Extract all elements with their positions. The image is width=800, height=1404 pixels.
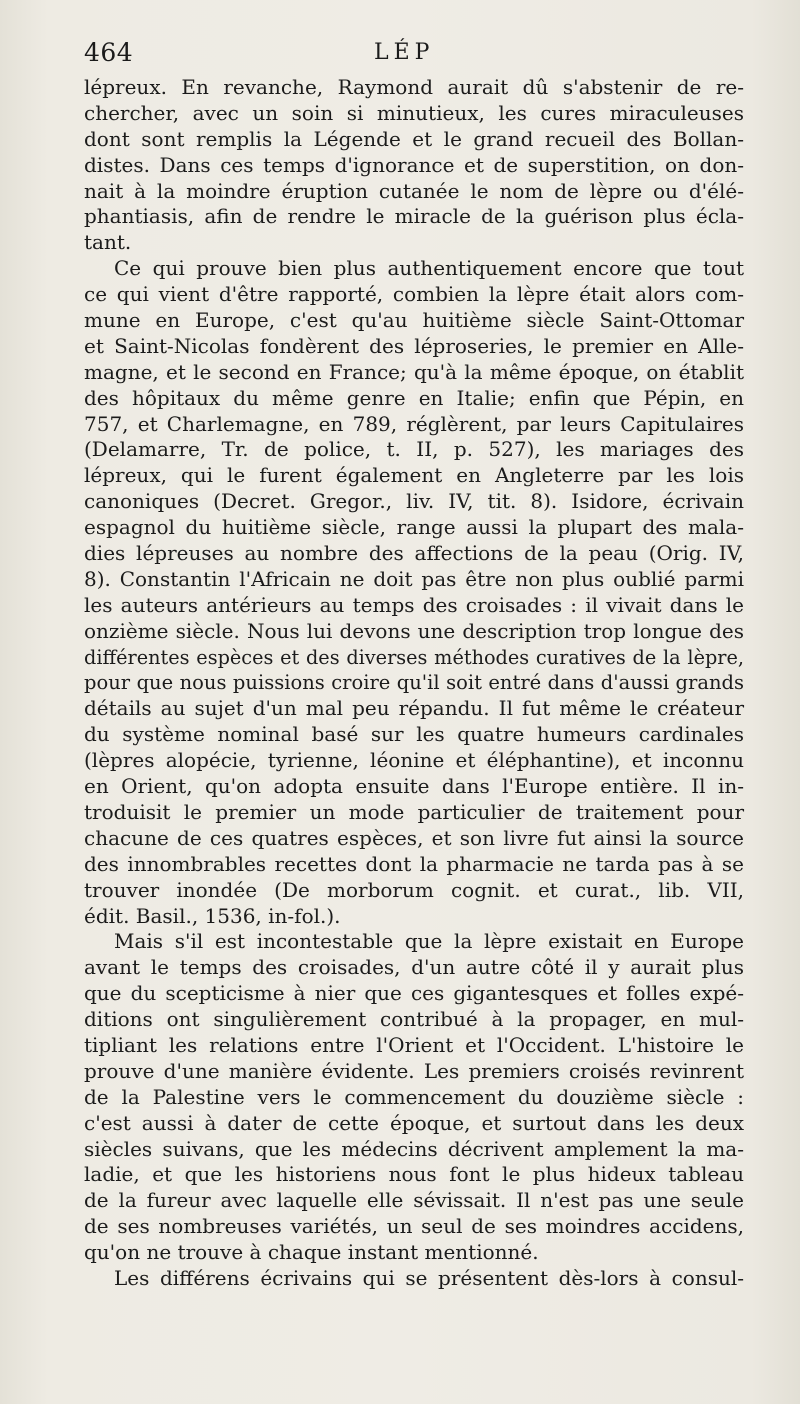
text-line: espagnol du huitième siècle, range aussi la plupart des mala- <box>84 515 744 540</box>
text-line: que du scepticisme à nier que ces gigantesques et folles expé- <box>84 981 744 1006</box>
text-line: et Saint-Nicolas fondèrent des léproseries, le premier en Alle- <box>84 333 744 358</box>
text-line: du système nominal basé sur les quatre humeurs cardinales <box>84 722 744 747</box>
text-line: lépreux, qui le furent également en Angleterre par les lois <box>84 463 744 488</box>
text-line: avant le temps des croisades, d'un autre côté il y aurait plus <box>84 955 744 980</box>
text-line: distes. Dans ces temps d'ignorance et de superstition, on don- <box>84 152 744 177</box>
text-line: (Delamarre, Tr. de police, t. II, p. 527), les mariages des <box>84 437 744 462</box>
text-line: troduisit le premier un mode particulier de traitement pour <box>84 799 744 824</box>
text-line: détails au sujet d'un mal peu répandu. Il fut même le créateur <box>84 696 744 721</box>
text-line: siècles suivans, que les médecins décrivent amplement la ma- <box>84 1136 744 1161</box>
body-text <box>84 75 744 1292</box>
text-line: c'est aussi à dater de cette époque, et surtout dans les deux <box>84 1110 744 1135</box>
text-line: onzième siècle. Nous lui devons une description trop longue des <box>84 618 744 643</box>
text-line: tant. <box>84 230 132 255</box>
text-line: tipliant les relations entre l'Orient et l'Occident. L'histoire le <box>84 1032 744 1057</box>
text-line: (lèpres alopécie, tyrienne, léonine et éléphantine), et inconnu <box>84 748 744 773</box>
text-line: ce qui vient d'être rapporté, combien la lèpre était alors com- <box>84 282 744 307</box>
text-line: magne, et le second en France; qu'à la même époque, on établit <box>84 359 744 384</box>
text-line: de la fureur avec laquelle elle sévissait. Il n'est pas une seule <box>84 1188 744 1213</box>
text-line: de la Palestine vers le commencement du douzième siècle : <box>84 1084 744 1109</box>
page-number: 464 <box>84 38 134 67</box>
text-line: Ce qui prouve bien plus authentiquement encore que tout <box>114 256 744 281</box>
text-line: 8). Constantin l'Africain ne doit pas être non plus oublié parmi <box>84 566 744 591</box>
text-line: prouve d'une manière évidente. Les premiers croisés revinrent <box>84 1058 744 1083</box>
text-line: phantiasis, afin de rendre le miracle de la guérison plus écla- <box>84 204 744 229</box>
text-line: dies lépreuses au nombre des affections de la peau (Orig. IV, <box>84 541 744 566</box>
text-line: dont sont remplis la Légende et le grand recueil des Bollan- <box>84 126 744 151</box>
page-header <box>84 38 744 72</box>
text-line: ladie, et que les historiens nous font le plus hideux tableau <box>84 1162 744 1187</box>
text-line: mune en Europe, c'est qu'au huitième siècle Saint-Ottomar <box>84 308 744 333</box>
text-line: Mais s'il est incontestable que la lèpre existait en Europe <box>114 929 744 954</box>
text-line: des innombrables recettes dont la pharmacie ne tarda pas à se <box>84 851 744 876</box>
text-line: trouver inondée (De morborum cognit. et curat., lib. VII, <box>84 877 744 902</box>
text-line: les auteurs antérieurs au temps des croisades : il vivait dans le <box>84 592 744 617</box>
text-line: qu'on ne trouve à chaque instant mentionné. <box>84 1240 539 1265</box>
text-line: ditions ont singulièrement contribué à la propager, en mul- <box>84 1007 744 1032</box>
text-line: canoniques (Decret. Gregor., liv. IV, tit. 8). Isidore, écrivain <box>84 489 744 514</box>
text-line: chacune de ces quatres espèces, et son livre fut ainsi la source <box>84 825 744 850</box>
text-line: des hôpitaux du même genre en Italie; enfin que Pépin, en <box>84 385 744 410</box>
running-head: LÉP <box>374 40 435 65</box>
text-line: de ses nombreuses variétés, un seul de ses moindres accidens, <box>84 1214 744 1239</box>
text-line: Les différens écrivains qui se présentent dès-lors à consul- <box>114 1265 744 1290</box>
text-line: différentes espèces et des diverses méthodes curatives de la lèpre, <box>84 645 744 669</box>
text-line: en Orient, qu'on adopta ensuite dans l'Europe entière. Il in- <box>84 774 744 799</box>
text-line: nait à la moindre éruption cutanée le nom de lèpre ou d'élé- <box>84 178 744 203</box>
text-line: lépreux. En revanche, Raymond aurait dû s'abstenir de re- <box>84 75 744 99</box>
text-line: édit. Basil., 1536, in-fol.). <box>84 903 341 928</box>
text-line: 757, et Charlemagne, en 789, réglèrent, par leurs Capitulaires <box>84 411 744 436</box>
text-line: chercher, avec un soin si minutieux, les cures miraculeuses <box>84 100 744 125</box>
text-line: pour que nous puissions croire qu'il soit entré dans d'aussi grands <box>84 671 744 695</box>
